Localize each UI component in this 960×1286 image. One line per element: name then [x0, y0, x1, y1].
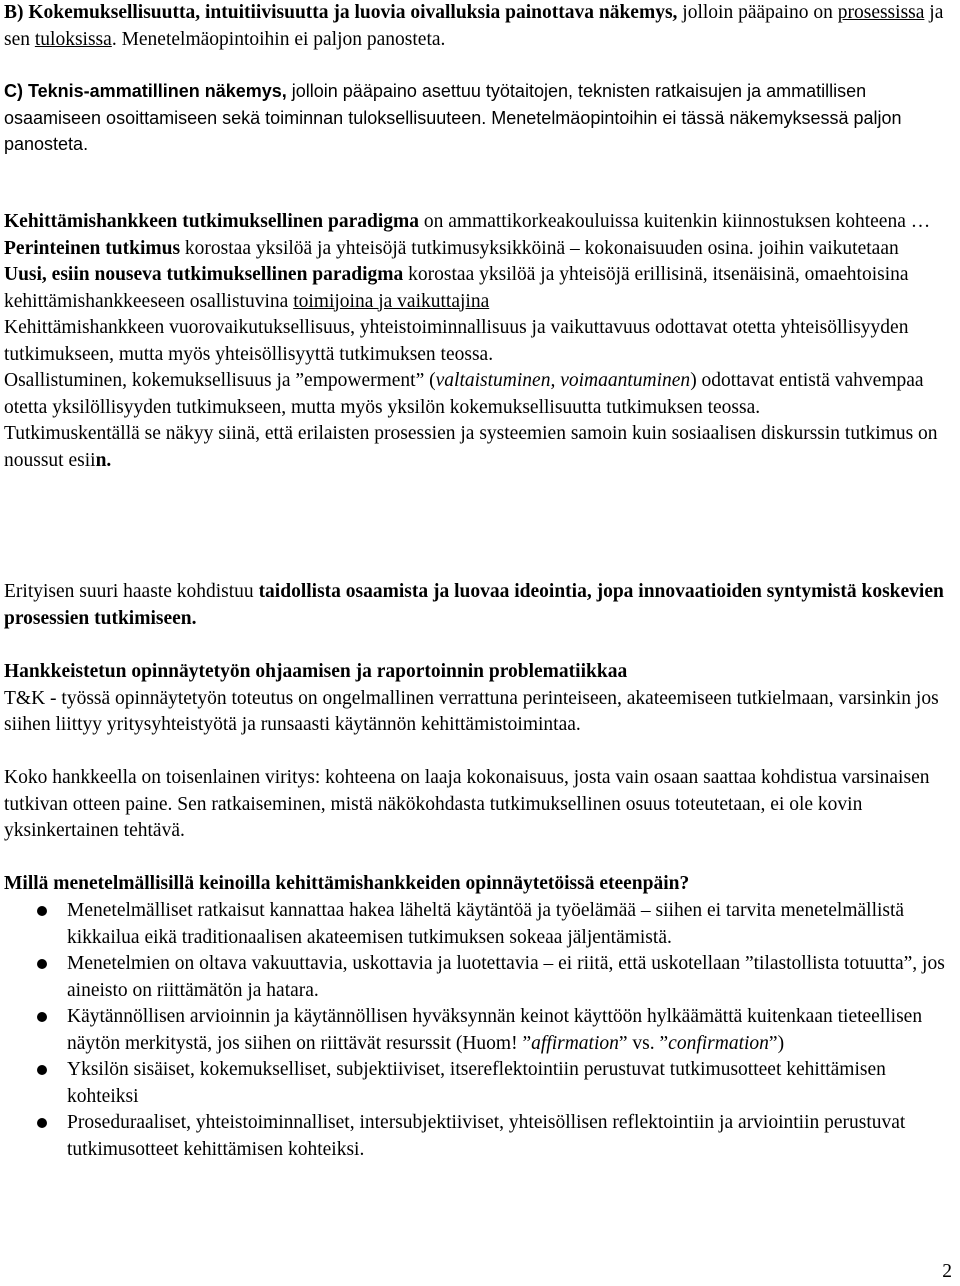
link-prosessissa: prosessissa: [837, 2, 925, 23]
bullet-text: Menetelmien on oltava vakuuttavia, uskottavia ja luotettavia – ei riitä, että uskotellaan ”tilastollista totuutta”, jos aineisto on riittämätön ja hatara.: [67, 953, 945, 1001]
challenge-paragraph: [4, 579, 946, 632]
new-paradigm-label: Uusi, esiin nouseva tutkimuksellinen paradigma: [4, 264, 404, 285]
supervision-paragraph-1: T&K - työssä opinnäytetyön toteutus on ongelmallinen verrattuna perinteiseen, akateemiseen tutkielmaan, varsinkin jos siihen liittyy yritysyhteistyötä ja runsaasti käytännön kehittämistoimintaa.: [4, 687, 939, 735]
link-tuloksissa: tuloksissa: [34, 28, 112, 50]
page-number: 2: [942, 1261, 952, 1282]
bullet-text: ” vs. ”: [618, 1032, 669, 1054]
bullet-text: Käytännöllisen arvioinnin ja käytännöllisen hyväksynnän keinot käyttöön hylkäämättä kuitenkaan tieteellisen näytön merkitystä, jos siihen on riittävät resurssit (Huom! ”: [67, 1006, 923, 1054]
bullet-text: ”): [768, 1032, 785, 1054]
section-b-text2: ja sen: [4, 2, 944, 50]
bullet-icon: [37, 1118, 47, 1128]
section-b-paragraph: [4, 0, 946, 53]
participation-italic: valtaistuminen, voimaantuminen: [435, 370, 691, 391]
field-text: [4, 421, 946, 474]
list-item: [0, 1004, 946, 1057]
paradigm-heading-rest: on ammattikorkeakouluissa kuitenkin kiinnostuksen kohteena …: [418, 211, 931, 232]
section-b-label: B) Kokemuksellisuutta, intuitiivisuutta ja luovia oivalluksia painottava näkemys,: [4, 2, 678, 23]
list-item: [0, 951, 946, 1004]
bullet-icon: [37, 1012, 47, 1022]
methods-list: [0, 898, 946, 1163]
supervision-section: [4, 659, 946, 739]
paradigm-intro: [4, 209, 946, 236]
bullet-text: Menetelmälliset ratkaisut kannattaa hakea läheltä käytäntöä ja työelämää – siihen ei tarvita menetelmällistä kikkailua eikä traditionaalisen akateemisen tutkimuksen sokeaa jäljentämistä.: [67, 900, 905, 948]
new-paradigm-text: korostaa yksilöä ja yhteisöjä erillisinä, itsenäisinä, omaehtoisina kehittämishankkeeseen osallistuvina: [4, 264, 909, 312]
traditional-research: [4, 236, 946, 263]
bullet-text: Proseduraaliset, yhteistoiminnalliset, intersubjektiiviset, yhteisöllisen reflektointiin ja arviointiin perustuvat tutkimusotteet kehittämisen kohteiksi.: [67, 1112, 906, 1160]
methods-question: [4, 871, 946, 898]
supervision-paragraph-2: Koko hankkeella on toisenlainen viritys: kohteena on laaja kokonaisuus, josta vain osaan saattaa kohdistua varsinaisen tutkivan otteen paine. Sen ratkaiseminen, mistä näkökohdasta tutkimuksellinen osuus toteutetaan, ei ole kovin yksinkertainen tehtävä.: [4, 767, 930, 841]
bullet-text: Yksilön sisäiset, kokemukselliset, subjektiiviset, itsereflektointiin perustuvat tutkimusotteet kehittämisen kohteiksi: [67, 1059, 886, 1107]
challenge-text: Erityisen suuri haaste kohdistuu: [4, 581, 259, 602]
interaction-text: Kehittämishankkeen vuorovaikutuksellisuus, yhteistoiminnallisuus ja vaikuttavuus odottavat otetta yhteisöllisyyden tutkimukseen, mutta myös yhteisöllisyyttä tutkimuksen teossa.: [4, 317, 909, 365]
paradigm-heading: Kehittämishankkeen tutkimuksellinen paradigma: [4, 211, 419, 232]
bullet-icon: [37, 959, 47, 969]
supervision-heading-text: Hankkeistetun opinnäytetyön ohjaamisen ja raportoinnin problematiikkaa: [4, 661, 628, 682]
paradigm-section: [4, 209, 946, 474]
participation-text: [4, 368, 946, 421]
section-c-label: C) Teknis-ammatillinen näkemys,: [4, 81, 287, 101]
list-item: [0, 1057, 946, 1110]
section-c-text: jolloin pääpaino asettuu työtaitojen, teknisten ratkaisujen ja ammatillisen osaamiseen osoittamiseen sekä toiminnan tuloksellisuuteen. Menetelmäopintoihin ei tässä näkemyksessä paljon panosteta.: [4, 81, 902, 154]
section-b-text: jolloin pääpaino on: [677, 2, 838, 23]
list-item: [0, 898, 946, 951]
supervision-heading: [4, 659, 946, 686]
methods-question-text: Millä menetelmällisillä keinoilla kehittämishankkeiden opinnäytetöissä eteenpäin?: [4, 873, 690, 894]
new-paradigm: [4, 262, 946, 315]
list-item: [0, 1110, 946, 1163]
bullet-icon: [37, 906, 47, 916]
participation-b: ) odottavat entistä vahvempaa otetta yksilöllisyyden tutkimukseen, mutta myös yksilön kokemuksellisuutta tutkimuksen teossa.: [4, 370, 924, 418]
section-c-paragraph: [4, 78, 946, 158]
field-a: Tutkimuskentällä se näkyy siinä, että erilaisten prosessien ja systeemien samoin kuin sosiaalisen diskurssin tutkimus on noussut esii: [4, 423, 938, 471]
bullet-italic: confirmation: [668, 1032, 769, 1054]
bullet-italic: affirmation: [531, 1032, 619, 1054]
bullet-icon: [37, 1065, 47, 1075]
section-b-text3: . Menetelmäopintoihin ei paljon panosteta.: [111, 28, 446, 50]
challenge-bold: taidollista osaamista ja luovaa ideointia, jopa innovaatioiden syntymistä koskevien prosessien tutkimiseen.: [4, 581, 944, 629]
participation-a: Osallistuminen, kokemuksellisuus ja ”empowerment” (: [4, 370, 436, 391]
traditional-label: Perinteinen tutkimus: [4, 237, 181, 259]
traditional-text: korostaa yksilöä ja yhteisöjä tutkimusyksikköinä – kokonaisuuden osina. joihin vaikutetaan: [180, 237, 899, 259]
field-bold: n.: [95, 449, 112, 471]
new-paradigm-underlined: toimijoina ja vaikuttajina: [293, 290, 490, 312]
